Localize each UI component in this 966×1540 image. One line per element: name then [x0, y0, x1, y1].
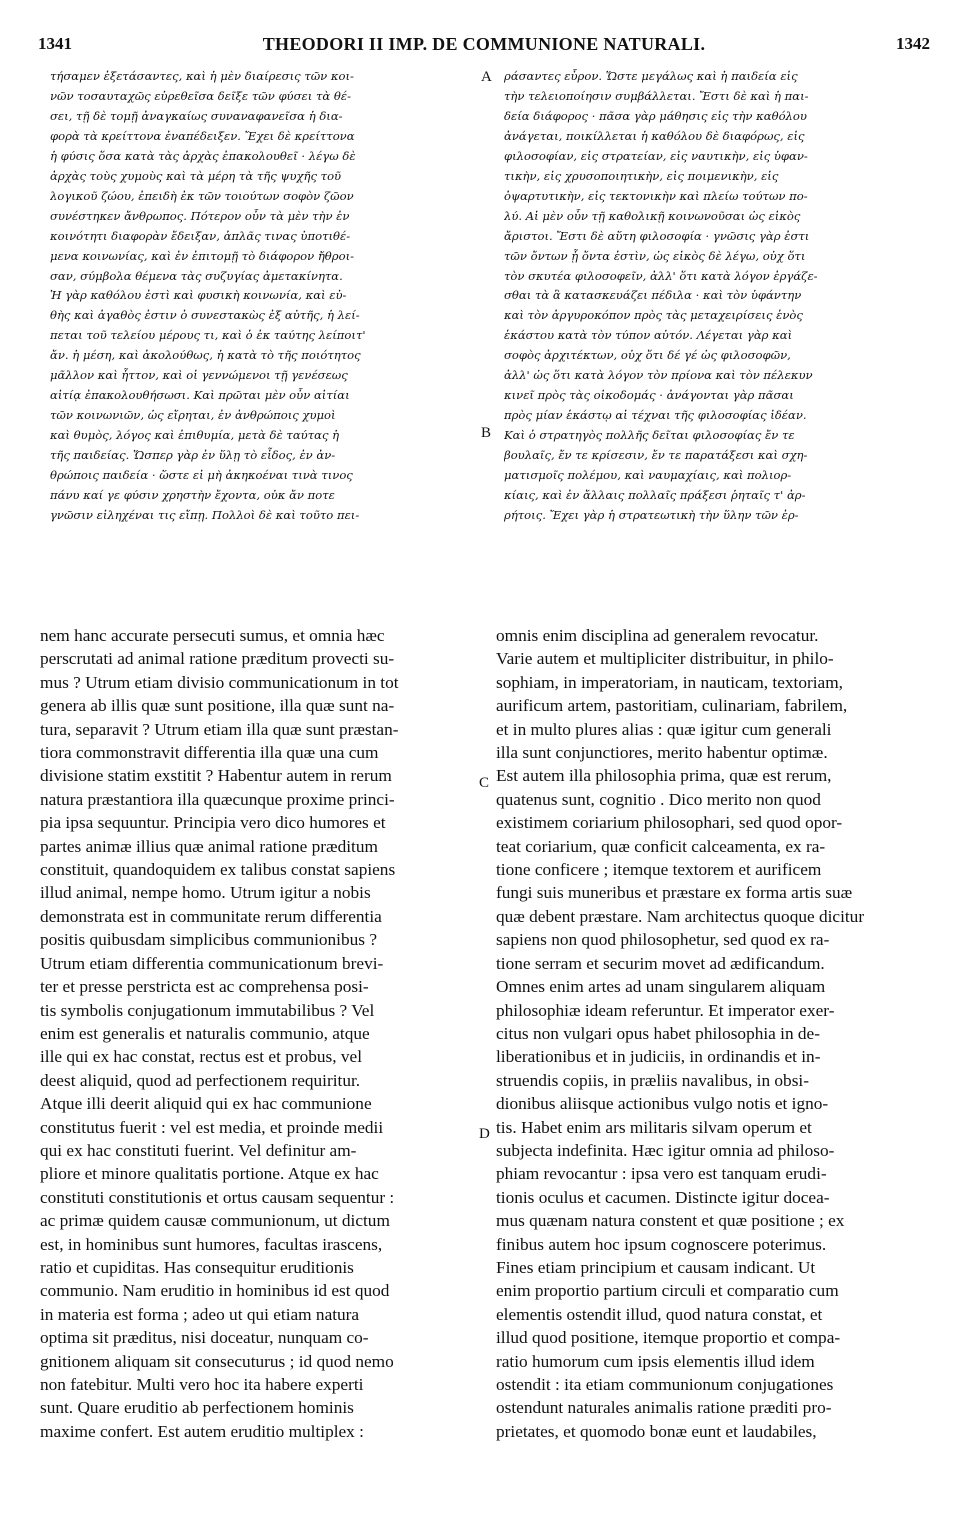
latin-text-line: tionis oculus et cacumen. Distincte igitur doceа- — [496, 1187, 830, 1207]
greek-text-line: ἀρχὰς τοὺς χυμοὺς καὶ τὰ μέρη τὰ τῆς ψυχῆς τοῦ — [50, 168, 342, 183]
latin-text-line: in materia est forma ; adeo ut qui etiam natura — [40, 1304, 360, 1324]
greek-text-line: πρὸς μίαν ἑκάστῳ αἱ τέχναι τῆς φιλοσοφίας ἰδέαν. — [504, 408, 807, 423]
latin-text-line: enim proportio partium circuli et comparatio cum — [496, 1281, 839, 1301]
greek-column-left — [50, 67, 470, 526]
greek-text-line: τὸν σκυτέα φιλοσοφεῖν, ἀλλ' ὅτι κατὰ λόγον ἐργάζε- — [504, 268, 818, 283]
latin-text-line: qui ex hac constituti fuerint. Vel definitur am- — [40, 1140, 357, 1160]
latin-text-line: teat coriarium, quæ conficit calceamenta, ex ra- — [496, 836, 826, 856]
greek-text-line: πεται τοῦ τελείου μέρους τι, καὶ ὁ ἐκ ταύτης λείποιτ' — [50, 328, 366, 343]
latin-text-line: tiora commonstravit differentia illa quæ una cum — [40, 743, 379, 763]
greek-text-line: Καὶ ὁ στρατηγὸς πολλῆς δεῖται φιλοσοφίας ἔν τε — [504, 428, 795, 443]
latin-text-line: constitutus fuerit : vel est media, et proinde medii — [40, 1117, 384, 1137]
latin-column-right — [496, 624, 930, 1443]
latin-text-line: divisione statim exstitit ? Habentur autem in rerum — [40, 766, 392, 786]
greek-text-line: τῶν κοινωνιῶν, ὡς εἴρηται, ἐν ἀνθρώποις χυμοὶ — [50, 408, 336, 423]
latin-text-line: omnis enim disciplina ad generalem revocatur. — [496, 626, 819, 645]
latin-text-line: mus ? Utrum etiam divisio communicationum in tot — [40, 672, 399, 692]
latin-text-line: constituit, quandoquidem ex talibus constat sapiens — [40, 860, 396, 880]
greek-text-line: κινεῖ πρὸς τὰς οἰκοδομάς · ἀνάγονται γὰρ πᾶσαι — [504, 388, 794, 403]
latin-text-line: perscrutati ad animal ratione præditum provecti su- — [40, 649, 395, 669]
greek-text-line: λύ. Αἱ μὲν οὖν τῇ καθολικῇ κοινωνοῦσαι ὡς εἰκὸς — [504, 208, 801, 223]
latin-text-line: non fatebitur. Multi vero hoc ita habere experti — [40, 1375, 364, 1394]
latin-text-line: pia ipsa sequuntur. Principia vero dico humores et — [40, 813, 386, 833]
latin-text-line: illud animal, nempe homo. Utrum igitur a nobis — [40, 883, 371, 903]
latin-text-line: tis. Habet enim ars militaris silvam operum et — [496, 1117, 812, 1137]
greek-text-line: συνέστηκεν ἄνθρωπος. Πότερον οὖν τὰ μὲν τὴν ἐν — [50, 208, 350, 223]
latin-text-line: tura, separavit ? Utrum etiam illa quæ sunt præstan- — [40, 719, 399, 739]
latin-text-line: positis quibusdam simplicibus communionibus ? — [40, 930, 377, 950]
greek-text-line: φιλοσοφίαν, εἰς στρατείαν, εἰς ναυτικὴν, εἰς ὑφαν- — [504, 148, 808, 163]
latin-text-line: optima sit præditus, nisi doceatur, nunquam co- — [40, 1328, 369, 1348]
latin-text-line: aurificum artem, pastoritiam, culinariam, fabrilem, — [496, 696, 848, 716]
latin-text-line: partes animæ illius quæ animal ratione præditum — [40, 836, 378, 856]
greek-text-line: πάνυ καί γε φύσιν χρηστὴν ἔχοντα, οὐκ ἄν ποτε — [50, 488, 335, 503]
greek-text-line: ματισμοῖς πολέμου, καὶ ναυμαχίαις, καὶ πολιορ- — [504, 468, 792, 483]
greek-text-line: σθαι τὰ ἃ κατασκευάζει πέδιλα · καὶ τὸν ὑφάντην — [504, 288, 802, 303]
greek-text-line: μᾶλλον καὶ ἧττον, καὶ οἱ γεννώμενοι τῇ γενέσεως — [50, 368, 348, 383]
latin-text-line: Varie autem et multipliciter distribuitur, in philo- — [496, 649, 834, 669]
left-page-number: 1341 — [38, 34, 72, 53]
greek-text-line: ἀλλ' ὡς ὅτι κατὰ λόγον τὸν πρίονα καὶ τὸν πέλεκυν — [504, 368, 813, 383]
greek-text-line: ἄν. ἡ μέση, καὶ ἀκολούθως, ἡ κατὰ τὸ τῆς ποιότητος — [50, 348, 361, 363]
latin-text-line: ac primæ quidem causæ communionum, ut dictum — [40, 1211, 390, 1231]
greek-text-line: γνῶσιν εἰληχέναι τις εἴπῃ. Πολλοὶ δὲ καὶ τοῦτο πει- — [50, 507, 360, 522]
latin-text-line: fungi suis muneribus et præstare ex forma artis suæ — [496, 883, 853, 903]
greek-text-line: σει, τῇ δὲ τομῇ ἀναγκαίως συναναφανεῖσα ἡ δια- — [50, 108, 343, 123]
greek-text-line: τήσαμεν ἐξετάσαντες, καὶ ἡ μὲν διαίρεσις τῶν κοι- — [50, 69, 354, 83]
running-header — [38, 34, 930, 60]
latin-text-line: ille qui ex hac constat, rectus est et probus, vel — [40, 1047, 363, 1067]
latin-text-line: subjecta indefinita. Hæc igitur omnia ad philoso- — [496, 1140, 835, 1160]
latin-text-line: illa sunt conjunctiores, merito habentur optimæ. — [496, 743, 828, 763]
latin-text-line: Utrum etiam differentia communicationum brevi- — [40, 953, 384, 973]
latin-text-line: maxime confert. Est autem eruditio multiplex : — [40, 1421, 364, 1441]
latin-text-line: liberationibus et in judiciis, in ordinandis et in- — [496, 1047, 821, 1067]
greek-text-line: ράσαντες εὗρον. Ὥστε μεγάλως καὶ ἡ παιδεία εἰς — [504, 69, 798, 83]
latin-text-line: tione conficere ; itemque textorem et aurificem — [496, 860, 822, 880]
latin-text-line: finibus autem hoc ipsum cognoscere poterimus. — [496, 1234, 827, 1254]
margin-marker-a: A — [481, 69, 492, 85]
latin-text-line: existimem coriarium philosophari, sed quod opor- — [496, 813, 843, 833]
latin-text-line: illud quod positione, itemque proportio et compa- — [496, 1328, 841, 1348]
latin-text-line: pliore et minore qualitatis portione. Atque ex hac — [40, 1164, 379, 1184]
latin-text-line: ratio et cupiditas. Has consequitur eruditionis — [40, 1257, 354, 1277]
greek-text-line: κοινότητι διαφορὰν ἔδειξαν, ἁπλᾶς τινας ὑποτιθέ- — [50, 228, 351, 243]
latin-text-line: tione serram et securim movet ad ædificandum. — [496, 953, 825, 973]
greek-text-line: ἑκάστου κατὰ τὸν τύπον αὐτόν. Λέγεται γὰρ καὶ — [504, 328, 793, 343]
greek-text-line: τῆς παιδείας. Ὥσπερ γὰρ ἐν ὕλῃ τὸ εἶδος, ἐν ἀν- — [50, 448, 336, 463]
latin-text-line: Omnes enim artes ad unam singularem aliquam — [496, 977, 826, 997]
latin-text-line: Est autem illa philosophia prima, quæ est rerum, — [496, 766, 832, 786]
latin-text-line: constituti constitutionis et ortus causam sequentur : — [40, 1187, 395, 1207]
latin-text-line: citus non vulgari opus habet philosophia in de- — [496, 1023, 820, 1043]
greek-text-line: αἰτίᾳ ἐπακολουθήσωσι. Καὶ πρῶται μὲν οὖν αἰτίαι — [50, 388, 350, 403]
greek-text-line: τῶν ὄντων ᾗ ὄντα ἐστὶν, ὡς εἰκὸς δὲ λέγω, οὐχ ὅτι — [504, 248, 806, 263]
latin-text-line: communio. Nam eruditio in hominibus id est quod — [40, 1281, 390, 1301]
latin-text-line: mus quænam natura constent et quæ positione ; ex — [496, 1211, 845, 1231]
latin-text-line: sophiam, in imperatoriam, in nauticam, textoriam, — [496, 672, 843, 692]
latin-text-line: phiam revocantur : ipsa vero est tanquam erudi- — [496, 1164, 827, 1184]
greek-text-line: ἡ φύσις ὅσα κατὰ τὰς ἀρχὰς ἐπακολουθεῖ · λέγω δὲ — [50, 148, 356, 163]
latin-text-line: sunt. Quare eruditio ab perfectionem hominis — [40, 1398, 354, 1418]
latin-text-line: elementis ostendit illud, quod natura constat, et — [496, 1304, 823, 1324]
greek-text-line: ὀψαρτυτικὴν, εἰς τεκτονικὴν καὶ πλείω τούτων πο- — [504, 188, 808, 203]
latin-text-line: genera ab illis quæ sunt positione, illa quæ sunt na- — [40, 696, 395, 716]
margin-marker-c: C — [479, 775, 490, 791]
latin-text-line: enim est generalis et naturalis communio, atque — [40, 1023, 370, 1043]
latin-text-line: gnitionem aliquam sit consecuturus ; id quod nemo — [40, 1351, 394, 1371]
latin-text-line: est, in hominibus sunt humores, facultas irascens, — [40, 1234, 383, 1254]
latin-text-line: Atque illi deerit aliquid qui ex hac communione — [40, 1094, 372, 1114]
running-title: THEODORI II IMP. DE COMMUNIONE NATURALI. — [262, 34, 706, 54]
right-page-number: 1342 — [896, 34, 930, 53]
latin-text-line: quæ debent præstare. Nam architectus quoque dicitur — [496, 906, 865, 926]
greek-text-line: σοφὸς ἀρχιτέκτων, οὐχ ὅτι δέ γέ ὡς φιλοσοφῶν, — [504, 348, 791, 363]
latin-text-line: natura præstantiora illa quæcunque proxime princi- — [40, 789, 395, 809]
latin-text-line: sapiens non quod philosophetur, sed quod ex ra- — [496, 930, 830, 950]
greek-text-line: τὴν τελειοποίησιν συμβάλλεται. Ἔστι δὲ καὶ ἡ παι- — [504, 88, 809, 103]
greek-text-line: δεία διάφορος · πᾶσα γὰρ μάθησις εἰς τὴν καθόλου — [504, 108, 807, 123]
greek-text-line: θρώποις παιδεία · ὥστε εἰ μὴ ἀκηκοέναι τινὰ τινος — [50, 468, 353, 483]
latin-text-line: struendis copiis, in præliis navalibus, in obsi- — [496, 1070, 809, 1090]
latin-text-line: ratio humorum cum ipsis elementis illud idem — [496, 1351, 815, 1371]
greek-text-line: Ἡ γὰρ καθόλου ἐστὶ καὶ φυσικὴ κοινωνία, καὶ εὐ- — [50, 288, 347, 303]
latin-text-line: ter et presse perstricta est ac comprehensa posi- — [40, 977, 369, 997]
greek-text-line: βουλαῖς, ἔν τε κρίσεσιν, ἔν τε παρατάξεσι καὶ σχη- — [504, 448, 808, 463]
greek-text-line: ρήτοις. Ἔχει γὰρ ἡ στρατεωτικὴ τὴν ὕλην τῶν ἐρ- — [504, 507, 799, 522]
latin-text-line: et in multo plures alias : quæ igitur cum generali — [496, 719, 832, 739]
greek-text-line: λογικοῦ ζώου, ἐπειδὴ ἐκ τῶν τοιούτων σοφὸν ζῶον — [50, 188, 354, 203]
latin-text-line: quatenus sunt, cognitio . Dico merito non quod — [496, 789, 821, 809]
greek-text-line: ἄριστοι. Ἔστι δὲ αὕτη φιλοσοφία · γνῶσις γὰρ ἐστι — [504, 228, 810, 243]
latin-text-line: deest aliquid, quod ad perfectionem requiritur. — [40, 1070, 361, 1090]
greek-text-line: τικὴν, εἰς χρυσοποιητικὴν, εἰς ποιμενικὴν, εἰς — [504, 168, 779, 183]
latin-text-line: prietates, et quomodo bonæ eunt et laudabiles, — [496, 1421, 817, 1441]
greek-text-line: μενα κοινωνίας, καὶ ἐν ἐπιτομῇ τὸ διάφορον ἤθροι- — [50, 248, 355, 263]
greek-text-line: καὶ θυμὸς, λόγος καὶ ἐπιθυμία, μετὰ δὲ ταύτας ἡ — [50, 428, 340, 443]
latin-text-line: Fines etiam principium et causam indicant. Ut — [496, 1257, 816, 1277]
latin-text-line: philosophiæ ideam referuntur. Et imperator exer- — [496, 1000, 835, 1020]
greek-text-line: φορὰ τὰ κρείττονα ἐναπέδειξεν. Ἔχει δὲ κρείττονα — [50, 128, 355, 143]
greek-text-line: καὶ τὸν ἀργυροκόπον πρὸς τὰς μεταχειρίσεις ἑνὸς — [504, 308, 803, 323]
margin-marker-d: D — [479, 1126, 490, 1142]
latin-text-line: tis symbolis conjugationum immutabilibus ? Vel — [40, 1000, 375, 1020]
greek-text-line: θὴς καὶ ἀγαθὸς ἐστιν ὁ συνεστακὼς ἐξ αὐτῆς, ἡ λεί- — [50, 308, 360, 323]
greek-text-line: νῶν τοσαυταχῶς εὑρεθεῖσα δεῖξε τῶν φύσει τὰ θέ- — [50, 88, 352, 103]
greek-text-line: ἀνάγεται, ποικίλλεται ἡ καθόλου δὲ διαφόρως, εἰς — [504, 128, 805, 143]
greek-column-right — [504, 67, 924, 526]
latin-text-line: dionibus aliisque actionibus vulgo notis et igno- — [496, 1094, 829, 1114]
latin-column-left — [40, 624, 474, 1443]
latin-text-line: ostendunt naturales animalis ratione præditi pro- — [496, 1398, 832, 1418]
margin-marker-b: B — [481, 425, 492, 441]
latin-text-line: ostendit : ita etiam communionum conjugationes — [496, 1375, 834, 1394]
greek-text-line: κίαις, καὶ ἐν ἄλλαις πολλαῖς πράξεσι ῥηταῖς τ' ἀρ- — [504, 488, 806, 503]
latin-text-line: demonstrata est in communitate rerum differentia — [40, 906, 382, 926]
greek-text-line: σαν, σύμβολα θέμενα τὰς συζυγίας ἀμετακίνητα. — [50, 268, 343, 283]
latin-text-line: nem hanc accurate persecuti sumus, et omnia hæc — [40, 626, 385, 645]
